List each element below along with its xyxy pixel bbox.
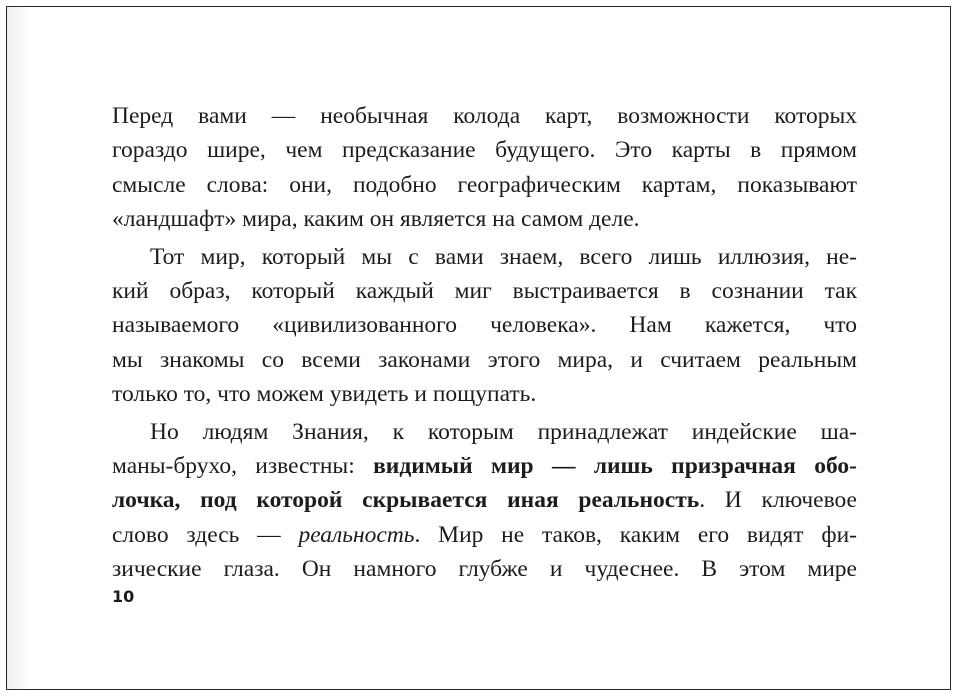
text-line: называемого «цивилизованного человека». Нам кажется, что bbox=[112, 312, 857, 339]
bold-text: видимый мир — лишь призрачная обо- bbox=[373, 452, 858, 479]
text-line: кий образ, который каждый миг выстраивается в сознании так bbox=[112, 277, 857, 304]
text-line: Тот мир, который мы с вами знаем, всего лишь иллюзия, не- bbox=[150, 243, 857, 270]
book-page bbox=[6, 6, 951, 690]
text-segment: слово здесь — bbox=[112, 521, 299, 548]
paragraph-2 bbox=[112, 240, 857, 412]
text-line: зические глаза. Он намного глубже и чудеснее. В этом мире bbox=[112, 556, 857, 583]
text-line bbox=[112, 483, 857, 517]
text-line: Перед вами — необычная колода карт, возможности которых bbox=[112, 103, 857, 129]
text-line: только то, что можем увидеть и пощупать. bbox=[112, 381, 537, 408]
text-line: «ландшафт» мира, каким он является на самом деле. bbox=[112, 206, 640, 233]
text-line: мы знакомы со всеми законами этого мира, и считаем реальным bbox=[112, 346, 857, 373]
text-line bbox=[112, 518, 857, 552]
paragraph-1 bbox=[112, 99, 857, 237]
text-line: Но людям Знания, к которым принадлежат индейские ша- bbox=[150, 418, 857, 445]
text-line bbox=[112, 449, 857, 483]
text-line: смысле слова: они, подобно географическим картам, показывают bbox=[112, 171, 857, 198]
italic-text: реальность bbox=[298, 521, 415, 548]
text-line: гораздо шире, чем предсказание будущего. Это карты в прямом bbox=[112, 137, 857, 164]
text-segment: маны-брухо, известны: bbox=[112, 452, 374, 479]
paragraph-3 bbox=[112, 415, 857, 587]
text-segment: . И ключевое bbox=[699, 487, 857, 514]
bold-text: лочка, под которой скрывается иная реальность bbox=[112, 487, 700, 514]
body-text bbox=[112, 99, 857, 586]
text-segment: . Мир не таков, каким его видят фи- bbox=[414, 521, 857, 548]
page-number: 10 bbox=[112, 587, 135, 606]
